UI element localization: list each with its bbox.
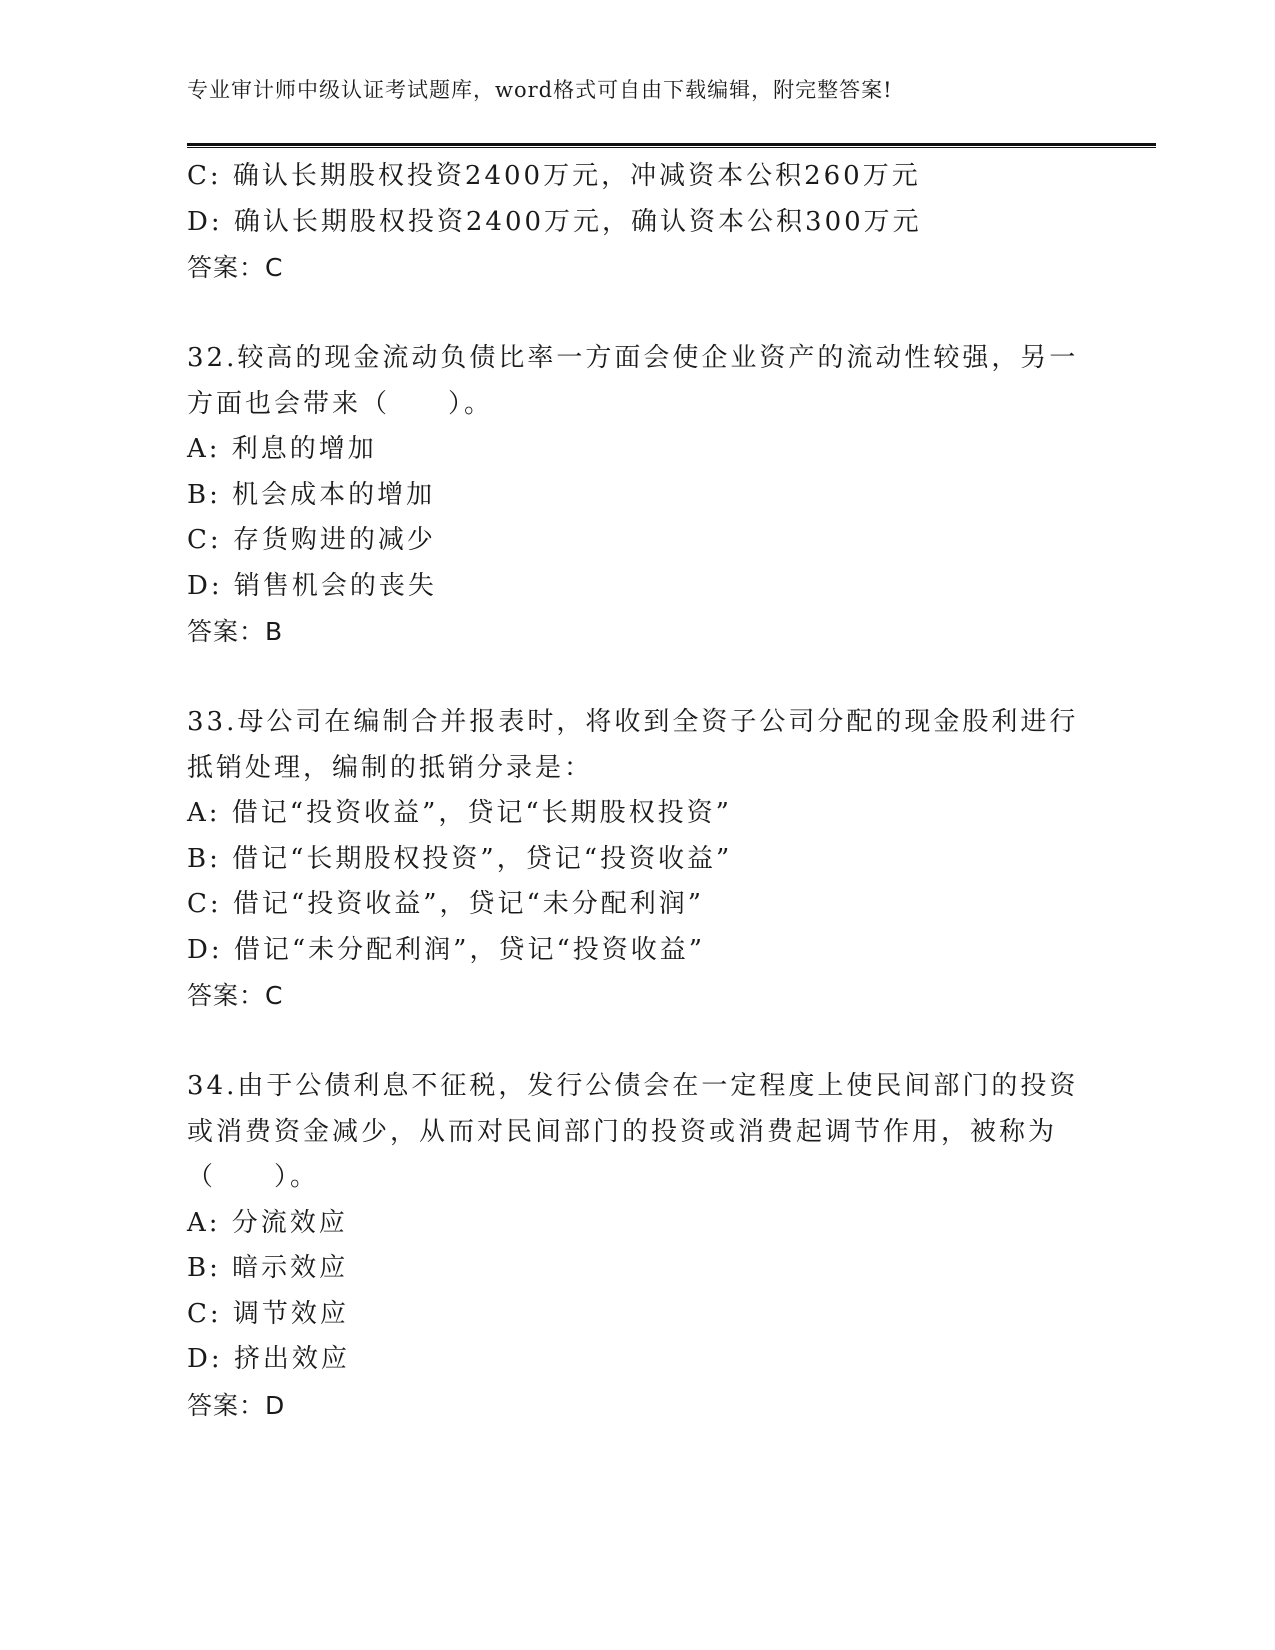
option-b: B: 暗示效应: [187, 1253, 349, 1283]
question-stem-line: 抵销处理，编制的抵销分录是：: [187, 752, 594, 783]
answer-line: 答案：B: [187, 617, 284, 646]
option-d: D: 借记“未分配利润”，贷记“投资收益”: [187, 934, 706, 965]
option-d: D: 确认长期股权投资2400万元，确认资本公积300万元: [187, 206, 922, 237]
question-stem-line: （ ）。: [187, 1162, 320, 1192]
question-stem-line: 方面也会带来（ ）。: [187, 388, 494, 419]
answer-line: 答案：C: [187, 981, 284, 1010]
option-c: C: 确认长期股权投资2400万元，冲减资本公积260万元: [187, 161, 921, 191]
question-32: [187, 336, 1087, 655]
option-a: A: 借记“投资收益”，贷记“长期股权投资”: [187, 798, 732, 828]
option-c: C: 存货购进的减少: [187, 525, 436, 555]
option-a: A: 分流效应: [187, 1207, 348, 1238]
option-d: D: 挤出效应: [187, 1344, 350, 1374]
option-b: B: 机会成本的增加: [187, 479, 436, 510]
question-stem-line: 或消费资金减少，从而对民间部门的投资或消费起调节作用，被称为: [187, 1116, 1058, 1147]
question-stem-line: 34.由于公债利息不征税，发行公债会在一定程度上使民间部门的投资: [187, 1071, 1079, 1101]
question-stem-line: 33.母公司在编制合并报表时，将收到全资子公司分配的现金股利进行: [187, 707, 1079, 737]
option-c: C: 借记“投资收益”，贷记“未分配利润”: [187, 889, 705, 919]
carryover-question: [187, 154, 1087, 291]
question-content: [187, 154, 1087, 1428]
question-33: [187, 700, 1087, 1019]
question-34: [187, 1064, 1087, 1428]
answer-line: 答案：D: [187, 1390, 286, 1420]
option-a: A: 利息的增加: [187, 434, 377, 464]
question-stem-line: 32.较高的现金流动负债比率一方面会使企业资产的流动性较强，另一: [187, 343, 1079, 373]
option-b: B: 借记“长期股权投资”，贷记“投资收益”: [187, 843, 733, 874]
option-d: D: 销售机会的丧失: [187, 570, 437, 601]
header-divider: [187, 143, 1156, 148]
page-header: 专业审计师中级认证考试题库，word格式可自由下载编辑，附完整答案!: [187, 78, 893, 102]
answer-line: 答案：C: [187, 253, 284, 282]
option-c: C: 调节效应: [187, 1298, 349, 1329]
